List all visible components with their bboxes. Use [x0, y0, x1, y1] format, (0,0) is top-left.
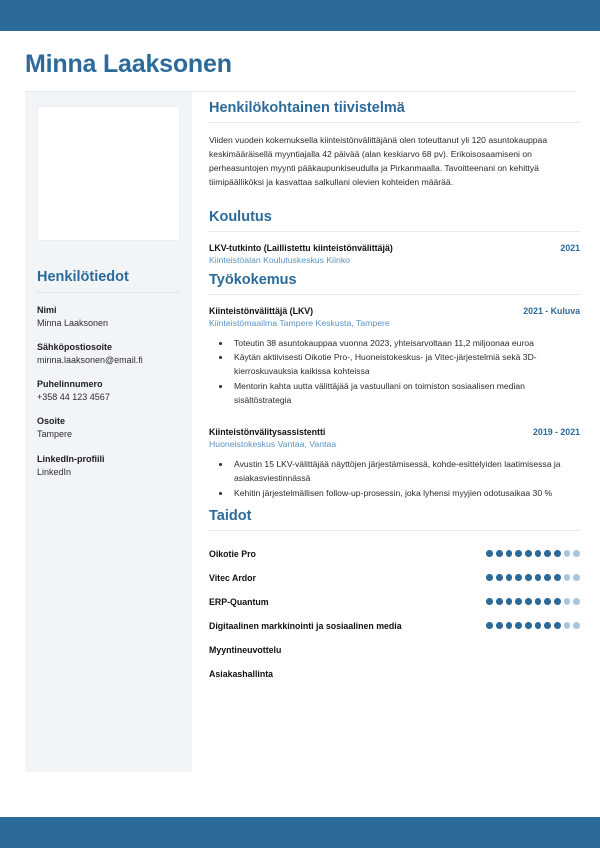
skill-row — [209, 614, 580, 638]
personal-detail-value: Tampere — [37, 429, 73, 440]
rating-dot-filled — [554, 598, 561, 605]
entry-organization: Huoneistokeskus Vantaa, Vantaa — [209, 439, 337, 450]
skill-name: Asiakashallinta — [209, 668, 274, 679]
page-title: Minna Laaksonen — [25, 50, 232, 78]
personal-detail-field — [37, 305, 180, 329]
rating-dot-empty — [573, 622, 580, 629]
entry-organization: Kiinteistömaailma Tampere Keskusta, Tampere — [209, 317, 390, 328]
skill-row — [209, 566, 580, 590]
skill-row — [209, 590, 580, 614]
rating-dot-filled — [515, 574, 522, 581]
personal-detail-field — [37, 342, 180, 366]
personal-detail-label: Sähköpostiosoite — [37, 342, 113, 353]
entry-bullet: • Käytän aktiivisesti Oikotie Pro-, Huoneistokeskus- ja Vitec-järjestelmiä sekä 3D-kierroskuvauksia kaikissa kohteissa — [231, 351, 580, 379]
entry-date: 2021 — [560, 242, 580, 253]
personal-detail-label: Osoite — [37, 416, 66, 427]
sidebar-heading-divider — [37, 292, 180, 293]
personal-detail-value: minna.laaksonen@email.fi — [37, 355, 143, 366]
rating-dot-empty — [564, 598, 571, 605]
skill-row — [209, 662, 580, 686]
skill-name: Vitec Ardor — [209, 572, 256, 583]
entry-bullet-list — [231, 458, 580, 500]
personal-details-list — [37, 305, 180, 478]
skill-rating-dots — [486, 550, 580, 557]
personal-detail-label: Nimi — [37, 305, 57, 315]
rating-dot-filled — [525, 598, 532, 605]
rating-dot-filled — [496, 574, 503, 581]
section-summary — [209, 100, 580, 190]
rating-dot-filled — [525, 574, 532, 581]
top-accent-bar — [0, 0, 600, 31]
rating-dot-filled — [515, 550, 522, 557]
entry-bullet: • Avustin 15 LKV-välittäjää näyttöjen järjestämisessä, kohde-esittelyiden laatimisessa ja asiakasviestinnässä — [231, 458, 580, 486]
personal-detail-value: LinkedIn — [37, 466, 72, 477]
rating-dot-filled — [554, 574, 561, 581]
personal-detail-value: Minna Laaksonen — [37, 318, 109, 328]
bottom-accent-bar — [0, 817, 600, 848]
resume-entry — [209, 243, 580, 265]
section-divider-summary — [209, 122, 580, 123]
main-column — [192, 92, 600, 692]
entry-header — [209, 306, 580, 316]
rating-dot-filled — [515, 598, 522, 605]
section-divider-skills — [209, 530, 580, 531]
entry-bullet: • Toteutin 38 asuntokauppaa vuonna 2023, yhteisarvoltaan 11,2 miljoonaa euroa — [231, 337, 580, 351]
rating-dot-filled — [506, 550, 513, 557]
rating-dot-filled — [496, 550, 503, 557]
section-education — [209, 209, 580, 265]
entry-header — [209, 427, 580, 437]
summary-paragraph: Viiden vuoden kokemuksella kiinteistönvälittäjänä olen toteuttanut yli 120 asuntokauppaa keskimääräisellä myyntiajalla 42 päivää (alan keskiarvo 68 pv). Erikoisosaamiseni on perheasuntojen myynti pääkaupunkiseudulla ja Pirkanmaalla. Tavoitteenani on kehittyä tiimipäälliköksi ja kasvattaa salkullani olevien kohteiden määrää. — [209, 135, 548, 187]
entry-spacer — [209, 414, 580, 427]
rating-dot-filled — [544, 598, 551, 605]
skill-name: Digitaalinen markkinointi ja sosiaalinen media — [209, 620, 402, 631]
entry-bullet: • Mentorin kahta uutta välittäjää ja vastuullani on toimiston sosiaalisen median sisältöstrategia — [231, 380, 580, 408]
rating-dot-filled — [506, 574, 513, 581]
section-heading-summary: Henkilökohtainen tiivistelmä — [209, 100, 405, 116]
rating-dot-empty — [573, 550, 580, 557]
resume-entry — [209, 306, 580, 408]
section-heading-experience: Työkokemus — [209, 271, 297, 288]
skill-row — [209, 638, 580, 662]
sidebar-heading-personal-details: Henkilötiedot — [37, 269, 129, 285]
section-divider-education — [209, 231, 580, 232]
entry-title: Kiinteistönvälitysassistentti — [209, 427, 326, 438]
personal-detail-label: LinkedIn-profiili — [37, 453, 105, 464]
two-column-layout — [0, 92, 600, 772]
rating-dot-empty — [573, 598, 580, 605]
rating-dot-filled — [515, 622, 522, 629]
rating-dot-filled — [506, 598, 513, 605]
rating-dot-filled — [486, 622, 493, 629]
resume-entry — [209, 427, 580, 500]
rating-dot-filled — [486, 550, 493, 557]
experience-entry-list — [209, 306, 580, 501]
rating-dot-filled — [525, 622, 532, 629]
entry-header — [209, 243, 580, 253]
rating-dot-filled — [506, 622, 513, 629]
personal-detail-label: Puhelinnumero — [37, 379, 103, 390]
name-block — [0, 31, 600, 92]
entry-bullet: • Kehitin järjestelmällisen follow-up-prosessin, joka lyhensi myyjien odotusaikaa 30 % — [231, 487, 580, 501]
rating-dot-filled — [535, 622, 542, 629]
rating-dot-filled — [544, 622, 551, 629]
resume-content — [0, 31, 600, 817]
section-heading-education: Koulutus — [209, 208, 272, 225]
rating-dot-empty — [564, 574, 571, 581]
entry-date: 2021 - Kuluva — [523, 305, 580, 316]
personal-detail-field — [37, 379, 180, 403]
skill-rating-dots — [486, 574, 580, 581]
rating-dot-filled — [535, 598, 542, 605]
skill-name: Oikotie Pro — [209, 548, 256, 559]
section-skills — [209, 508, 580, 686]
rating-dot-filled — [554, 550, 561, 557]
rating-dot-filled — [496, 598, 503, 605]
personal-detail-value: +358 44 123 4567 — [37, 392, 110, 403]
rating-dot-filled — [554, 622, 561, 629]
rating-dot-empty — [564, 550, 571, 557]
section-experience — [209, 272, 580, 501]
rating-dot-filled — [535, 550, 542, 557]
skill-rating-dots — [486, 598, 580, 605]
section-heading-skills: Taidot — [209, 507, 252, 524]
entry-bullet-list — [231, 337, 580, 408]
rating-dot-filled — [486, 598, 493, 605]
rating-dot-filled — [544, 574, 551, 581]
entry-organization: Kiinteistöalan Koulutuskeskus Kiinko — [209, 254, 351, 265]
personal-detail-field — [37, 416, 180, 440]
entry-title: LKV-tutkinto (Laillistettu kiinteistönvälittäjä) — [209, 242, 393, 253]
education-entry-list — [209, 243, 580, 265]
section-divider-experience — [209, 294, 580, 295]
rating-dot-empty — [564, 622, 571, 629]
skill-row — [209, 542, 580, 566]
skills-list — [209, 542, 580, 686]
skill-rating-dots — [486, 622, 580, 629]
entry-date: 2019 - 2021 — [533, 427, 580, 438]
rating-dot-filled — [544, 550, 551, 557]
entry-title: Kiinteistönvälittäjä (LKV) — [209, 305, 314, 316]
rating-dot-filled — [535, 574, 542, 581]
personal-detail-field — [37, 454, 180, 478]
skill-name: Myyntineuvottelu — [209, 644, 282, 655]
sidebar — [25, 92, 192, 772]
rating-dot-filled — [486, 574, 493, 581]
rating-dot-filled — [496, 622, 503, 629]
rating-dot-empty — [573, 574, 580, 581]
skill-name: ERP-Quantum — [209, 596, 269, 607]
profile-photo-placeholder — [37, 106, 180, 241]
rating-dot-filled — [525, 550, 532, 557]
